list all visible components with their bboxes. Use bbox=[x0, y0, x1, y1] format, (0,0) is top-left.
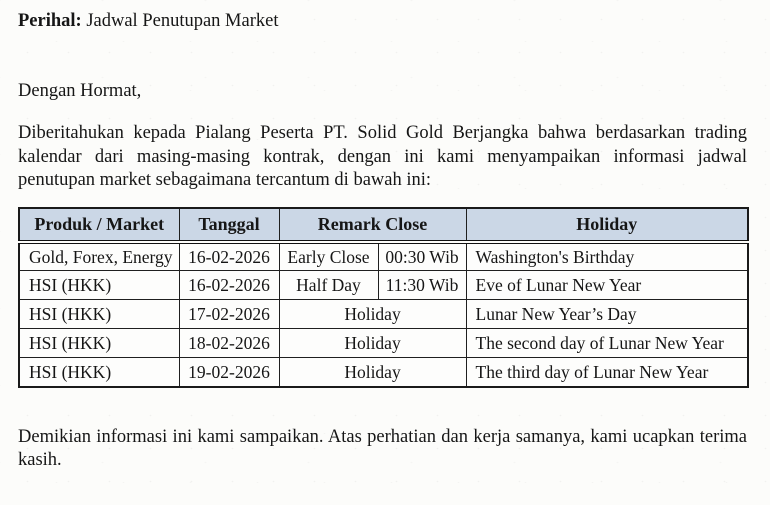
cell-product: HSI (HKK) bbox=[19, 329, 179, 358]
cell-holiday: The third day of Lunar New Year bbox=[466, 358, 748, 387]
table-header-row bbox=[19, 208, 748, 242]
cell-product: HSI (HKK) bbox=[19, 300, 179, 329]
cell-remark-merged: Holiday bbox=[279, 300, 466, 329]
subject-label: Perihal: bbox=[18, 11, 82, 31]
intro-paragraph: Diberitahukan kepada Pialang Peserta PT. Solid Gold Berjangka bahwa berdasarkan trading kalendar dari masing-masing kontrak, dengan ini kami menyampaikan informasi jadwal penutupan market sebagaimana tercantum di bawah ini: bbox=[18, 123, 747, 191]
cell-holiday: Washington's Birthday bbox=[466, 242, 748, 271]
header-holiday: Holiday bbox=[466, 208, 748, 242]
cell-time: 00:30 Wib bbox=[378, 242, 466, 271]
closing-paragraph: Demikian informasi ini kami sampaikan. Atas perhatian dan kerja samanya, kami ucapkan terima kasih. bbox=[18, 426, 747, 471]
table-row bbox=[19, 242, 748, 271]
cell-date: 17-02-2026 bbox=[179, 300, 279, 329]
cell-product: Gold, Forex, Energy bbox=[19, 242, 179, 271]
cell-holiday: Lunar New Year’s Day bbox=[466, 300, 748, 329]
cell-product: HSI (HKK) bbox=[19, 271, 179, 300]
header-remark-close: Remark Close bbox=[279, 208, 466, 242]
table-row bbox=[19, 271, 748, 300]
subject-text: Jadwal Penutupan Market bbox=[86, 11, 279, 31]
table-row bbox=[19, 300, 748, 329]
subject-line bbox=[18, 10, 747, 33]
cell-product: HSI (HKK) bbox=[19, 358, 179, 387]
table-row bbox=[19, 358, 748, 387]
cell-remark: Early Close bbox=[279, 242, 378, 271]
header-tanggal: Tanggal bbox=[179, 208, 279, 242]
market-close-table bbox=[18, 207, 749, 388]
cell-holiday: Eve of Lunar New Year bbox=[466, 271, 748, 300]
header-produk-market: Produk / Market bbox=[19, 208, 179, 242]
cell-holiday: The second day of Lunar New Year bbox=[466, 329, 748, 358]
cell-time: 11:30 Wib bbox=[378, 271, 466, 300]
cell-date: 18-02-2026 bbox=[179, 329, 279, 358]
cell-remark-merged: Holiday bbox=[279, 329, 466, 358]
cell-remark: Half Day bbox=[279, 271, 378, 300]
cell-date: 19-02-2026 bbox=[179, 358, 279, 387]
market-table-body bbox=[19, 242, 748, 387]
cell-date: 16-02-2026 bbox=[179, 242, 279, 271]
cell-remark-merged: Holiday bbox=[279, 358, 466, 387]
table-row bbox=[19, 329, 748, 358]
salutation: Dengan Hormat, bbox=[18, 81, 142, 101]
cell-date: 16-02-2026 bbox=[179, 271, 279, 300]
